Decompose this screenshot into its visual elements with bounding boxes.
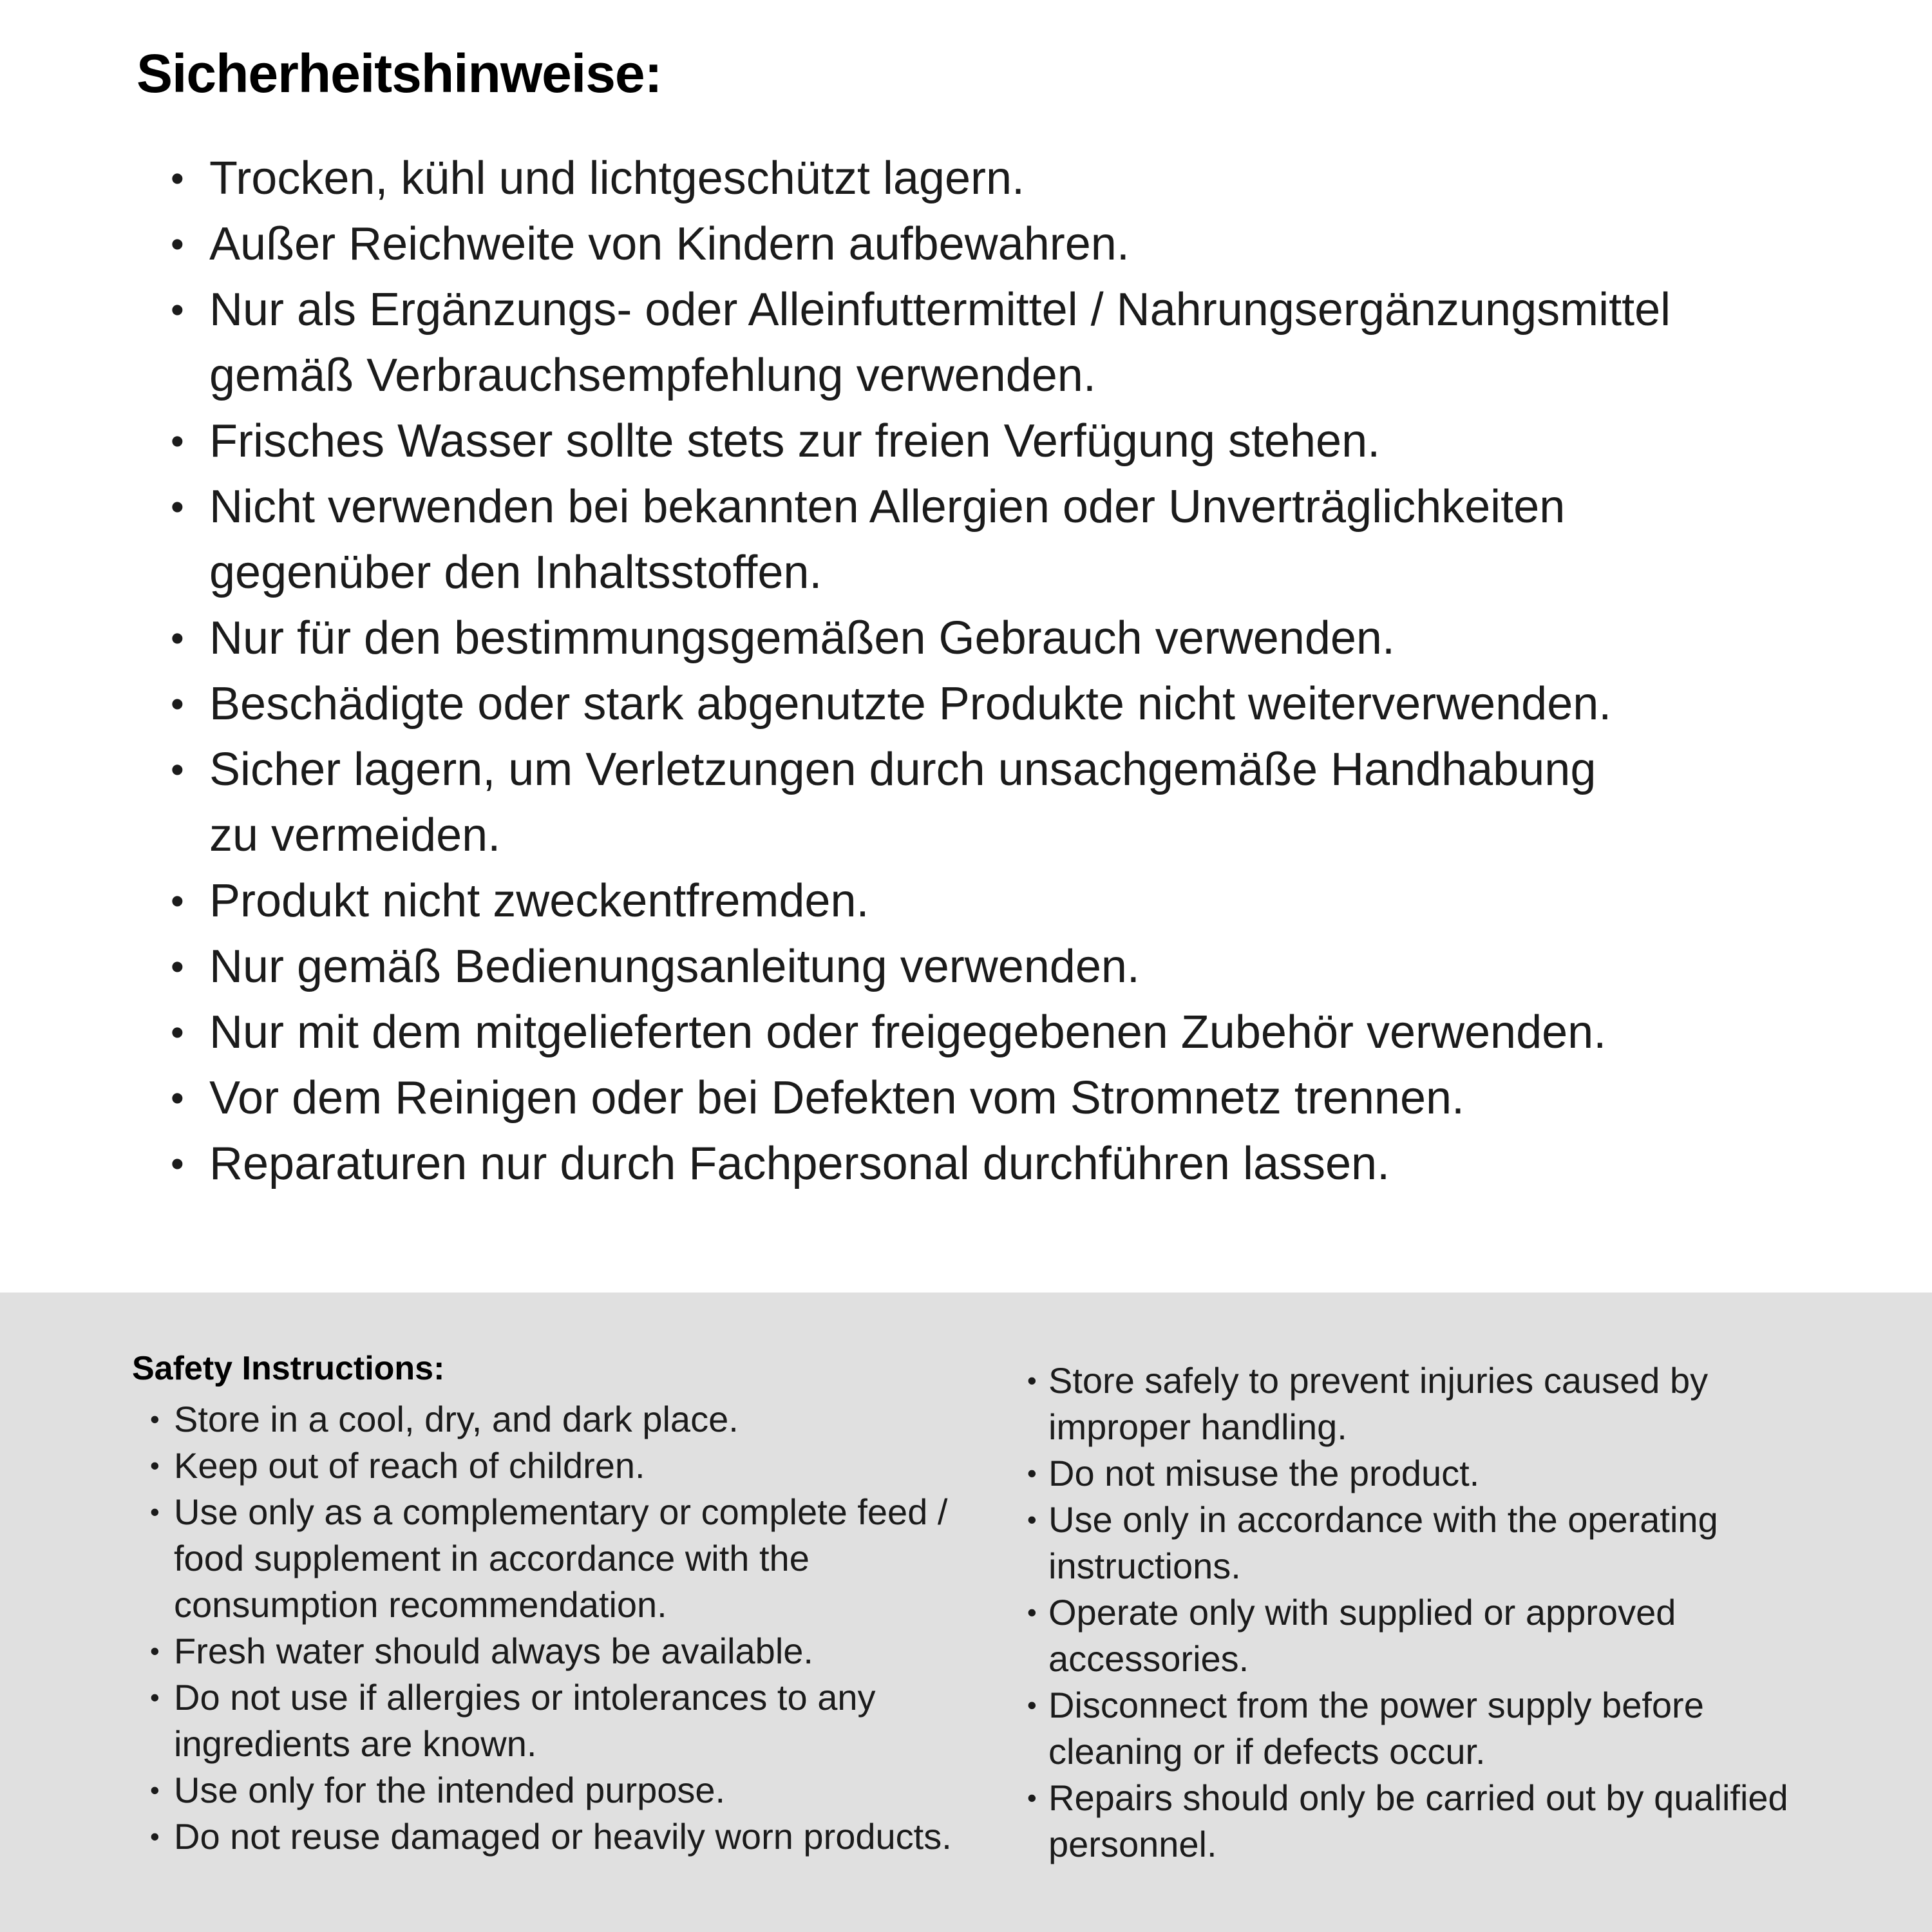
bullet-line: Frisches Wasser sollte stets zur freien Verfügung stehen. <box>209 415 1381 467</box>
bullet-icon: • <box>1027 1690 1037 1720</box>
list-item <box>171 211 1893 277</box>
bullet-line: improper handling. <box>1048 1406 1347 1447</box>
bullet-icon: • <box>150 1404 160 1434</box>
bullet-line: Nur für den bestimmungsgemäßen Gebrauch verwenden. <box>209 612 1395 664</box>
bullet-icon: • <box>171 1011 184 1054</box>
list-item <box>171 868 1893 934</box>
bullet-icon: • <box>171 223 184 265</box>
bullet-line: Keep out of reach of children. <box>174 1445 645 1486</box>
bullet-line: instructions. <box>1048 1546 1241 1586</box>
list-item <box>171 934 1893 999</box>
bullet-line: Fresh water should always be available. <box>174 1631 813 1671</box>
bullet-icon: • <box>150 1775 160 1805</box>
list-item <box>150 1489 1027 1628</box>
list-item <box>171 1131 1893 1197</box>
bullet-line: Trocken, kühl und lichtgeschützt lagern. <box>209 153 1025 204</box>
bullet-line: Reparaturen nur durch Fachpersonal durchführen lassen. <box>209 1138 1390 1189</box>
bullet-icon: • <box>171 683 184 725</box>
english-section <box>0 1293 1932 1932</box>
bullet-line: gemäß Verbrauchsempfehlung verwenden. <box>209 350 1096 401</box>
bullet-line: cleaning or if defects occur. <box>1048 1731 1486 1772</box>
list-item <box>150 1674 1027 1767</box>
bullet-icon: • <box>171 1142 184 1185</box>
bullet-icon: • <box>171 157 184 200</box>
bullet-icon: • <box>171 748 184 791</box>
bullet-line: Sicher lagern, um Verletzungen durch unsachgemäße Handhabung <box>209 744 1596 795</box>
bullet-line: Nur als Ergänzungs- oder Alleinfuttermittel / Nahrungsergänzungsmittel <box>209 284 1671 336</box>
bullet-icon: • <box>1027 1597 1037 1627</box>
bullet-line: Do not reuse damaged or heavily worn products. <box>174 1816 952 1857</box>
list-item <box>171 737 1893 868</box>
bullet-line: Store in a cool, dry, and dark place. <box>174 1399 739 1439</box>
bullet-line: consumption recommendation. <box>174 1584 667 1625</box>
list-item <box>171 277 1893 408</box>
list-item <box>171 1065 1893 1131</box>
bullet-line: Nur mit dem mitgelieferten oder freigegebenen Zubehör verwenden. <box>209 1007 1607 1058</box>
bullet-line: Store safely to prevent injuries caused by <box>1048 1360 1709 1401</box>
list-item <box>150 1443 1027 1489</box>
bullet-icon: • <box>150 1450 160 1481</box>
bullet-icon: • <box>1027 1783 1037 1813</box>
bullet-icon: • <box>171 945 184 988</box>
bullet-icon: • <box>1027 1504 1037 1535</box>
english-heading: Safety Instructions: <box>132 1350 445 1387</box>
list-item <box>1027 1775 1893 1868</box>
bullet-line: Außer Reichweite von Kindern aufbewahren. <box>209 218 1130 270</box>
bullet-icon: • <box>171 420 184 462</box>
list-item <box>171 408 1893 474</box>
list-item <box>1027 1589 1893 1682</box>
list-item <box>1027 1682 1893 1775</box>
bullet-icon: • <box>150 1636 160 1666</box>
list-item <box>150 1628 1027 1674</box>
list-item <box>171 146 1893 211</box>
list-item <box>150 1767 1027 1814</box>
list-item <box>150 1396 1027 1443</box>
bullet-line: accessories. <box>1048 1638 1249 1679</box>
bullet-line: food supplement in accordance with the <box>174 1538 810 1578</box>
list-item <box>150 1814 1027 1860</box>
bullet-line: Use only for the intended purpose. <box>174 1770 726 1810</box>
bullet-icon: • <box>150 1821 160 1852</box>
bullet-line: Do not misuse the product. <box>1048 1453 1480 1493</box>
bullet-line: Beschädigte oder stark abgenutzte Produkte nicht weiterverwenden. <box>209 678 1612 730</box>
list-item <box>171 605 1893 671</box>
english-right-bullet-list <box>1027 1358 1893 1868</box>
german-heading: Sicherheitshinweise: <box>137 43 662 104</box>
bullet-icon: • <box>171 289 184 331</box>
list-item <box>1027 1358 1893 1450</box>
german-bullet-list <box>137 146 1893 1197</box>
bullet-line: Nicht verwenden bei bekannten Allergien oder Unverträglichkeiten <box>209 481 1566 533</box>
list-item <box>171 671 1893 737</box>
bullet-line: personnel. <box>1048 1824 1217 1864</box>
bullet-line: ingredients are known. <box>174 1723 537 1764</box>
english-right-column <box>1027 1346 1893 1868</box>
bullet-line: zu vermeiden. <box>209 810 501 861</box>
bullet-icon: • <box>150 1497 160 1527</box>
bullet-icon: • <box>171 486 184 528</box>
bullet-icon: • <box>150 1682 160 1712</box>
bullet-line: Repairs should only be carried out by qualified <box>1048 1777 1788 1818</box>
bullet-line: Use only in accordance with the operating <box>1048 1499 1718 1540</box>
bullet-line: gegenüber den Inhaltsstoffen. <box>209 547 822 598</box>
bullet-icon: • <box>1027 1458 1037 1488</box>
list-item <box>171 474 1893 605</box>
list-item <box>171 999 1893 1065</box>
bullet-line: Produkt nicht zweckentfremden. <box>209 875 869 927</box>
bullet-icon: • <box>171 1077 184 1119</box>
bullet-line: Do not use if allergies or intolerances to any <box>174 1677 876 1718</box>
bullet-line: Vor dem Reinigen oder bei Defekten vom Stromnetz trennen. <box>209 1072 1465 1124</box>
english-left-column <box>132 1346 1027 1860</box>
list-item <box>1027 1450 1893 1497</box>
bullet-line: Disconnect from the power supply before <box>1048 1685 1704 1725</box>
bullet-icon: • <box>171 880 184 922</box>
english-left-bullet-list <box>132 1396 1027 1860</box>
bullet-line: Nur gemäß Bedienungsanleitung verwenden. <box>209 941 1140 992</box>
bullet-line: Use only as a complementary or complete feed / <box>174 1492 948 1532</box>
list-item <box>1027 1497 1893 1589</box>
bullet-icon: • <box>1027 1365 1037 1396</box>
bullet-line: Operate only with supplied or approved <box>1048 1592 1676 1633</box>
bullet-icon: • <box>171 617 184 659</box>
